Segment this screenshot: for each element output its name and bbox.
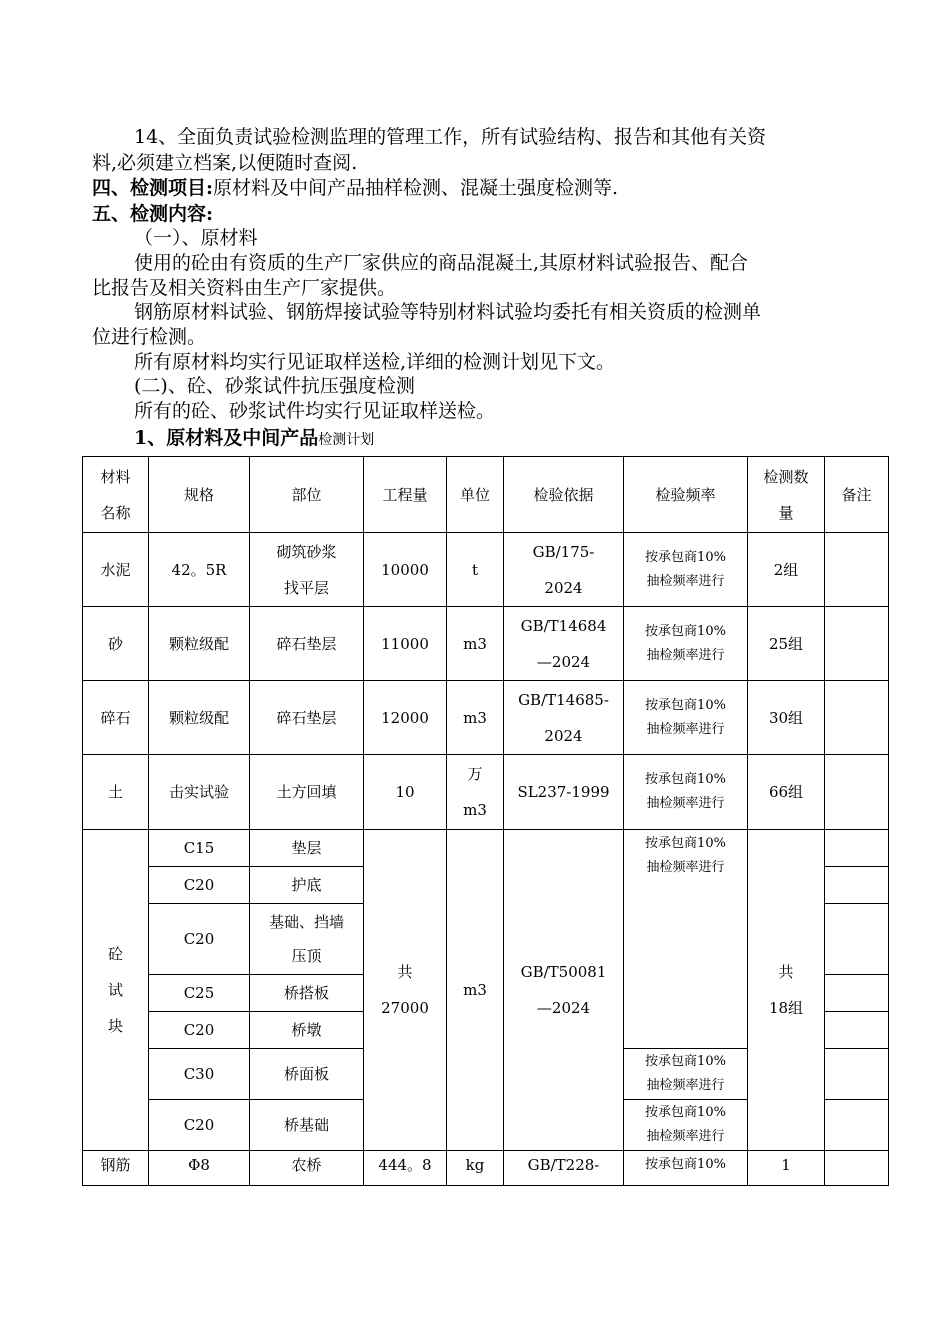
cell-concrete-material: 砼 试 块 bbox=[83, 830, 149, 1151]
table-header-row bbox=[83, 457, 889, 533]
concrete-row-c15 bbox=[83, 830, 889, 867]
cell-remark bbox=[825, 1100, 889, 1151]
cell-material: 钢筋 bbox=[83, 1151, 149, 1186]
header-quantity: 工程量 bbox=[364, 457, 447, 533]
table-row bbox=[83, 607, 889, 681]
cell-remark bbox=[825, 1049, 889, 1100]
cell-unit: kg bbox=[447, 1151, 504, 1186]
cell-remark bbox=[825, 533, 889, 607]
cell-quantity: 12000 bbox=[364, 681, 447, 755]
cell-remark bbox=[825, 1012, 889, 1049]
cell-frequency: 按承包商10% bbox=[624, 1151, 748, 1186]
cell-concrete-count: 共 18组 bbox=[748, 830, 825, 1151]
cell-location: 碎石垫层 bbox=[250, 607, 364, 681]
cell-basis: GB/175- 2024 bbox=[504, 533, 624, 607]
cell-material: 土 bbox=[83, 755, 149, 830]
steel-row bbox=[83, 1151, 889, 1186]
cell-frequency: 按承包商10% 抽检频率进行 bbox=[624, 755, 748, 830]
header-count: 检测数 量 bbox=[748, 457, 825, 533]
header-material: 材料 名称 bbox=[83, 457, 149, 533]
inspection-plan-table bbox=[82, 456, 889, 1186]
cell-count: 30组 bbox=[748, 681, 825, 755]
header-basis: 检验依据 bbox=[504, 457, 624, 533]
cell-quantity: 10000 bbox=[364, 533, 447, 607]
cell-remark bbox=[825, 867, 889, 904]
cell-material: 水泥 bbox=[83, 533, 149, 607]
plan-title-main: 1、原材料及中间产品 bbox=[134, 427, 319, 449]
header-frequency: 检验频率 bbox=[624, 457, 748, 533]
cell-frequency: 按承包商10% 抽检频率进行 bbox=[624, 681, 748, 755]
cell-count: 66组 bbox=[748, 755, 825, 830]
paragraph-14-line2: 料,必须建立档案,以便随时查阅. bbox=[92, 152, 358, 174]
cell-spec: 颗粒级配 bbox=[149, 607, 250, 681]
cell-spec: C15 bbox=[149, 830, 250, 867]
cell-unit: m3 bbox=[447, 681, 504, 755]
paragraph-14-line1: 14、全面负责试验检测监理的管理工作，所有试验结构、报告和其他有关资 bbox=[134, 126, 767, 148]
cell-remark bbox=[825, 607, 889, 681]
cell-remark bbox=[825, 830, 889, 867]
cell-quantity: 10 bbox=[364, 755, 447, 830]
cell-spec: C20 bbox=[149, 867, 250, 904]
cell-count: 1 bbox=[748, 1151, 825, 1186]
cell-concrete-basis: GB/T50081 —2024 bbox=[504, 830, 624, 1151]
cell-basis: GB/T14685- 2024 bbox=[504, 681, 624, 755]
cell-remark bbox=[825, 681, 889, 755]
cell-location: 农桥 bbox=[250, 1151, 364, 1186]
cell-location: 桥面板 bbox=[250, 1049, 364, 1100]
cell-count: 25组 bbox=[748, 607, 825, 681]
cell-location: 砌筑砂浆 找平层 bbox=[250, 533, 364, 607]
witness-paragraph: 所有原材料均实行见证取样送检,详细的检测计划见下文。 bbox=[134, 351, 616, 373]
cell-spec: C30 bbox=[149, 1049, 250, 1100]
cell-basis: GB/T14684 —2024 bbox=[504, 607, 624, 681]
cell-location: 垫层 bbox=[250, 830, 364, 867]
concrete-paragraph-line1: 使用的砼由有资质的生产厂家供应的商品混凝土,其原材料试验报告、配合 bbox=[134, 252, 749, 274]
cell-location: 桥墩 bbox=[250, 1012, 364, 1049]
cell-location: 碎石垫层 bbox=[250, 681, 364, 755]
cell-spec: 击实试验 bbox=[149, 755, 250, 830]
section-4-body: 原材料及中间产品抽样检测、混凝土强度检测等. bbox=[213, 177, 619, 199]
cell-concrete-unit: m3 bbox=[447, 830, 504, 1151]
cell-quantity: 444。8 bbox=[364, 1151, 447, 1186]
subsection-1-title: （一）、原材料 bbox=[134, 227, 258, 249]
cell-spec: 颗粒级配 bbox=[149, 681, 250, 755]
cell-spec: Φ8 bbox=[149, 1151, 250, 1186]
cell-frequency: 按承包商10% 抽检频率进行 bbox=[624, 607, 748, 681]
cell-unit: t bbox=[447, 533, 504, 607]
steel-paragraph-line2: 位进行检测。 bbox=[92, 326, 207, 348]
cell-basis: SL237-1999 bbox=[504, 755, 624, 830]
cell-spec: 42。5R bbox=[149, 533, 250, 607]
header-unit: 单位 bbox=[447, 457, 504, 533]
cell-frequency: 按承包商10% 抽检频率进行 bbox=[624, 1049, 748, 1100]
cell-basis: GB/T228- bbox=[504, 1151, 624, 1186]
table-row bbox=[83, 755, 889, 830]
header-location: 部位 bbox=[250, 457, 364, 533]
table-row bbox=[83, 681, 889, 755]
cell-remark bbox=[825, 1151, 889, 1186]
cell-count: 2组 bbox=[748, 533, 825, 607]
cell-material: 碎石 bbox=[83, 681, 149, 755]
header-spec: 规格 bbox=[149, 457, 250, 533]
cell-quantity: 11000 bbox=[364, 607, 447, 681]
cell-location: 土方回填 bbox=[250, 755, 364, 830]
section-5-heading: 五、检测内容: bbox=[92, 203, 214, 225]
steel-paragraph-line1: 钢筋原材料试验、钢筋焊接试验等特别材料试验均委托有相关资质的检测单 bbox=[134, 301, 762, 323]
cell-frequency: 按承包商10% 抽检频率进行 bbox=[624, 1100, 748, 1151]
section-4-heading: 四、检测项目: bbox=[92, 177, 214, 199]
cell-spec: C20 bbox=[149, 1100, 250, 1151]
cell-material: 砂 bbox=[83, 607, 149, 681]
cell-spec: C20 bbox=[149, 904, 250, 975]
cell-spec: C20 bbox=[149, 1012, 250, 1049]
cell-frequency: 按承包商10% 抽检频率进行 bbox=[624, 533, 748, 607]
cell-spec: C25 bbox=[149, 975, 250, 1012]
cell-remark bbox=[825, 975, 889, 1012]
table-row bbox=[83, 533, 889, 607]
cell-unit: 万 m3 bbox=[447, 755, 504, 830]
header-remark: 备注 bbox=[825, 457, 889, 533]
cell-location: 桥搭板 bbox=[250, 975, 364, 1012]
subsection-2-title: (二)、砼、砂浆试件抗压强度检测 bbox=[134, 375, 415, 397]
plan-title bbox=[134, 425, 374, 453]
cell-location: 桥基础 bbox=[250, 1100, 364, 1151]
cell-concrete-frequency: 按承包商10% 抽检频率进行 bbox=[624, 830, 748, 1049]
concrete-paragraph-line2: 比报告及相关资料由生产厂家提供。 bbox=[92, 277, 397, 299]
section-4 bbox=[92, 175, 618, 201]
subsection-2-body: 所有的砼、砂浆试件均实行见证取样送检。 bbox=[134, 400, 496, 422]
cell-unit: m3 bbox=[447, 607, 504, 681]
cell-remark bbox=[825, 755, 889, 830]
cell-location: 基础、挡墙 压顶 bbox=[250, 904, 364, 975]
cell-concrete-quantity: 共 27000 bbox=[364, 830, 447, 1151]
cell-remark bbox=[825, 904, 889, 975]
plan-title-suffix: 检测计划 bbox=[318, 432, 375, 448]
cell-location: 护底 bbox=[250, 867, 364, 904]
